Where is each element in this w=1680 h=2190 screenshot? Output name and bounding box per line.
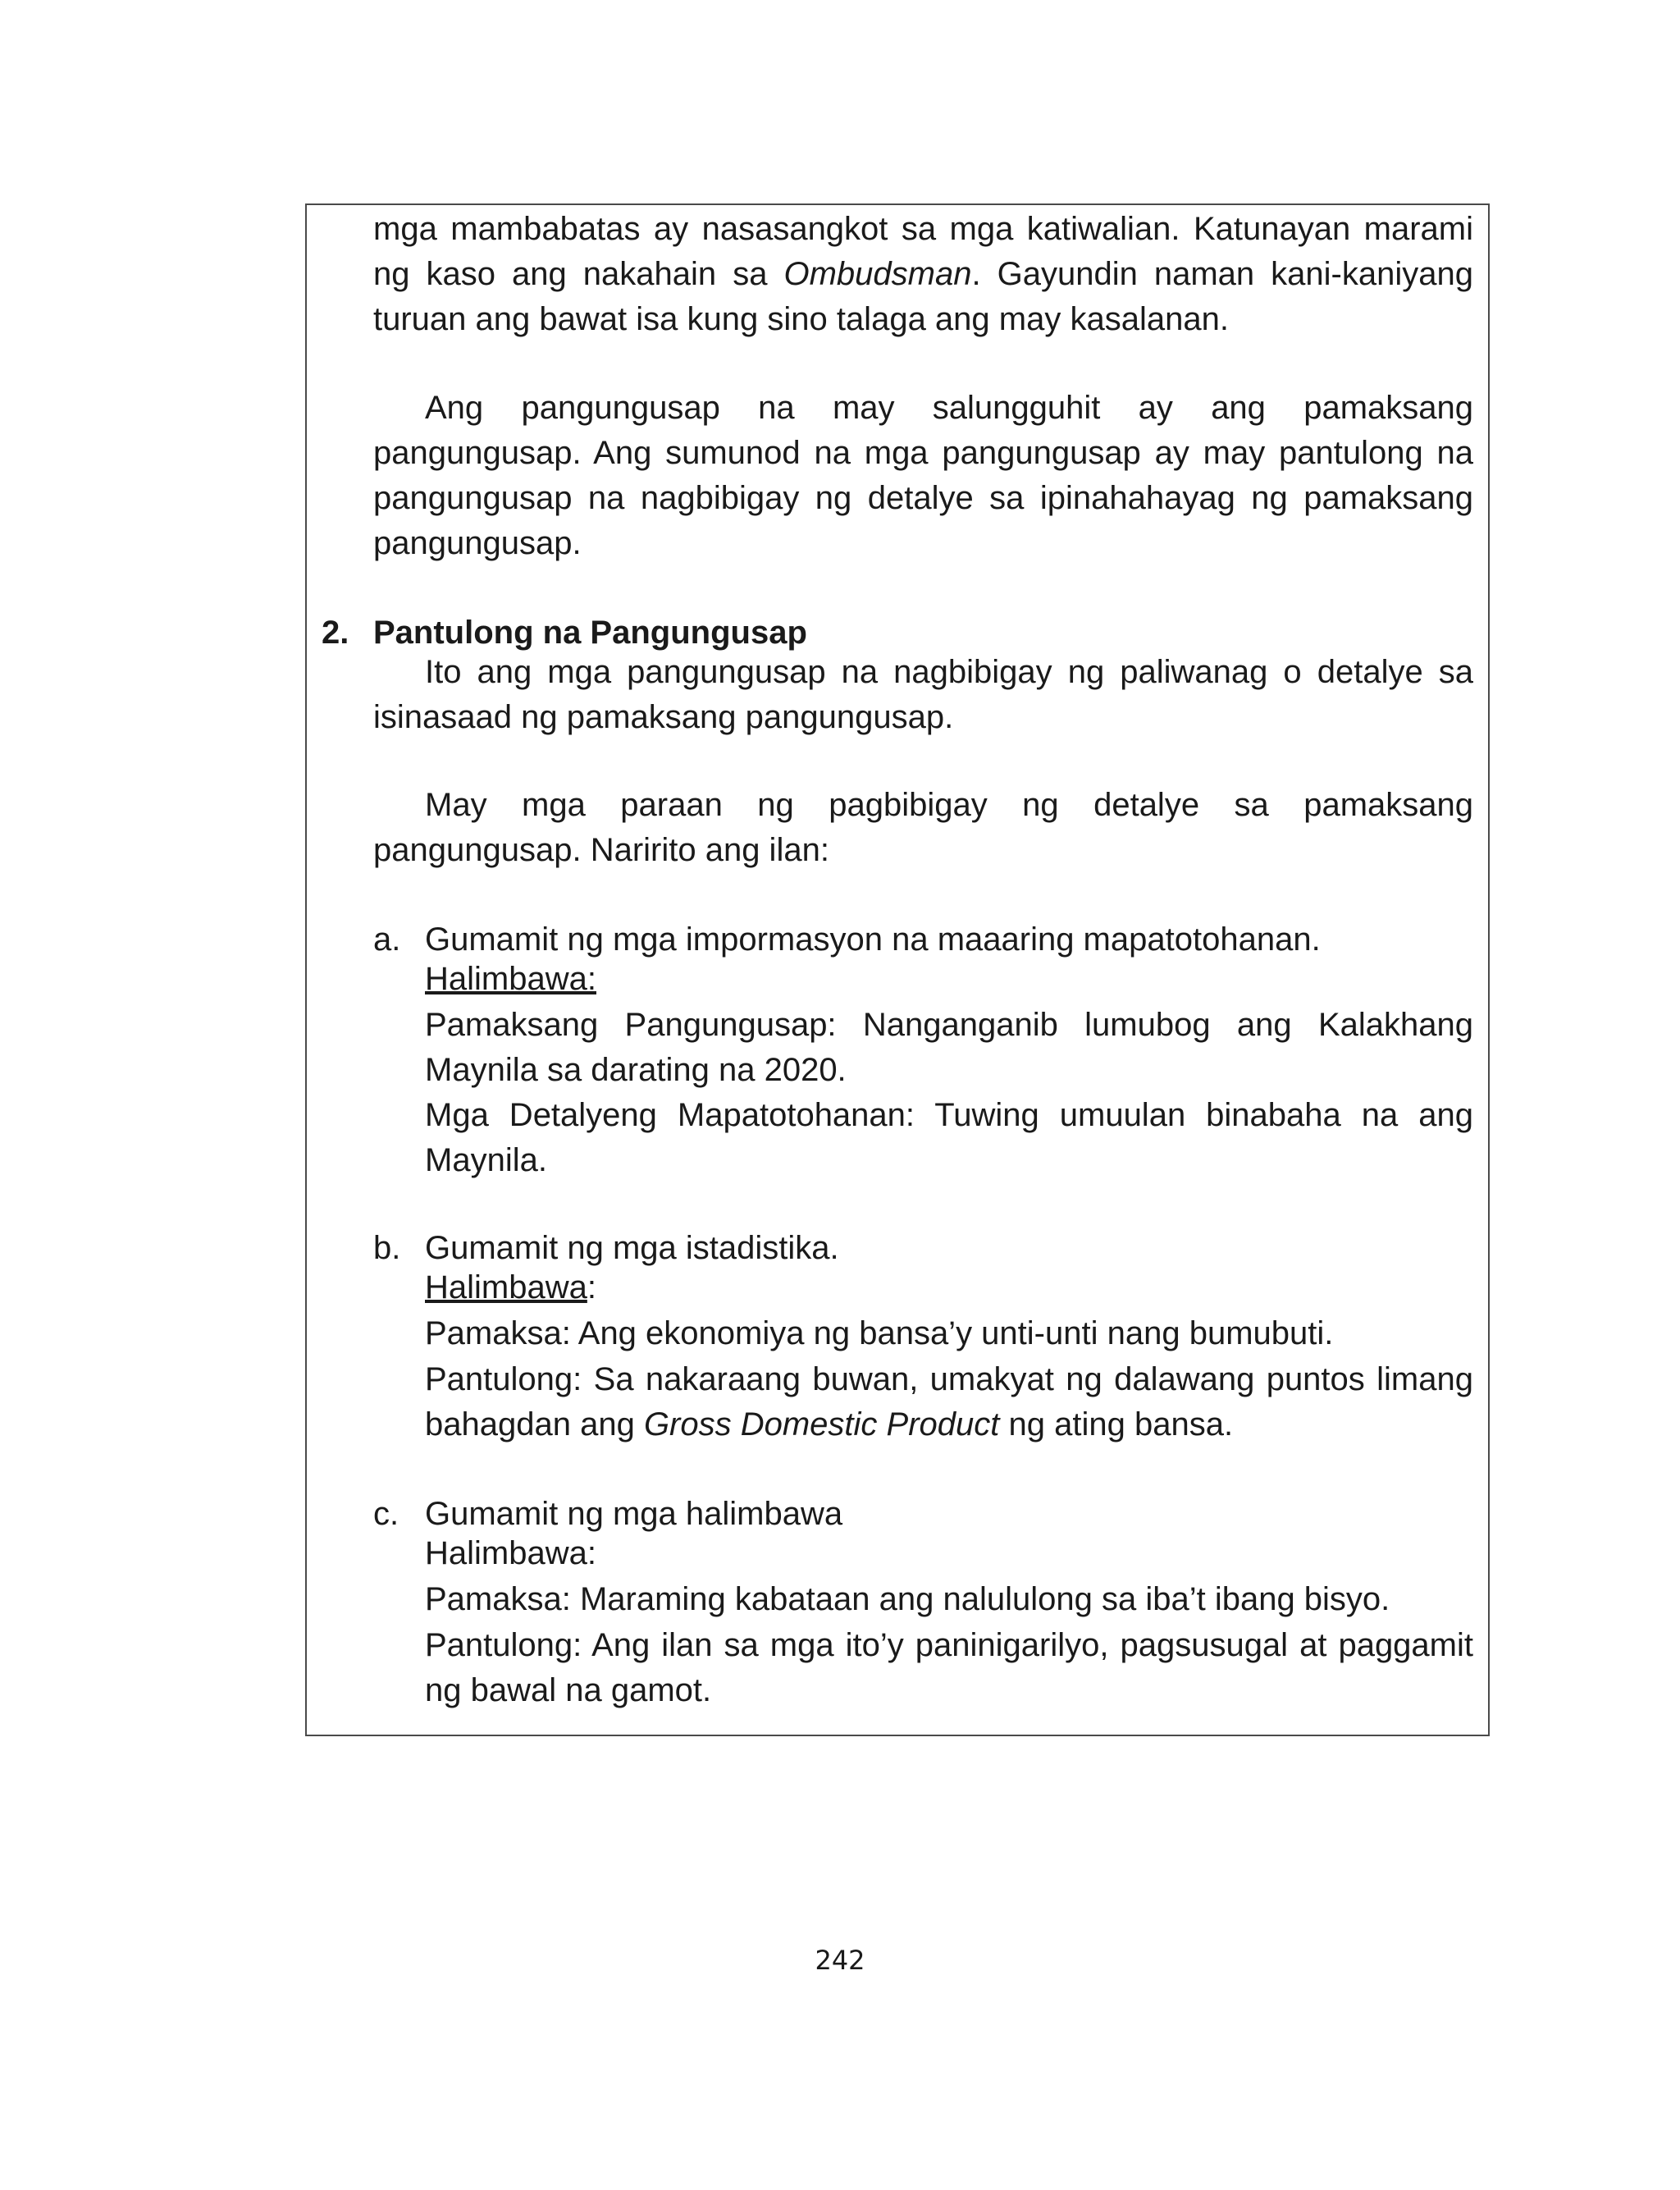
list-item-a-line2 xyxy=(305,1093,1490,1183)
example-line: Pamaksa: Maraming kabataan ang nalululong sa iba’t ibang bisyo. xyxy=(425,1581,1390,1617)
example-line: Pamaksang Pangungusap: Nanganganib lumubog ang Kalakhang Maynila sa darating na 2020. xyxy=(425,1007,1473,1088)
item-marker: b. xyxy=(373,1230,401,1266)
example-label-colon: : xyxy=(587,1269,596,1305)
list-item-a-line1 xyxy=(305,1003,1490,1093)
example-label: Halimbawa: xyxy=(425,961,596,997)
methods-intro xyxy=(305,783,1490,873)
example-line xyxy=(305,1357,1490,1447)
list-item-c xyxy=(305,1492,1490,1537)
example-label: Halimbawa xyxy=(425,1269,587,1305)
example-line: Mga Detalyeng Mapatotohanan: Tuwing umuulan binabaha na ang Maynila. xyxy=(425,1097,1473,1178)
list-item-b-line1 xyxy=(305,1311,1490,1356)
explanation-paragraph xyxy=(305,386,1490,566)
gdp-term: Gross Domestic Product xyxy=(643,1406,1000,1442)
example-label: Halimbawa: xyxy=(425,1535,596,1571)
line-text-b: ng ating bansa. xyxy=(999,1406,1234,1442)
item-marker: c. xyxy=(373,1496,399,1532)
list-item-b-example xyxy=(305,1265,1490,1310)
line-text-a: Pantulong: Sa nakaraang buwan, umakyat ng dalawang puntos limang bahagdan ang xyxy=(425,1361,1473,1442)
section-2-definition xyxy=(305,650,1490,740)
explanation-text: Ang pangungusap na may salungguhit ay ang pamaksang pangungusap. Ang sumunod na mga pangungusap ay may pantulong na pangungusap na nagbibigay ng detalye sa ipinahahayag ng pamaksang pangungusap. xyxy=(373,390,1473,561)
intro-text-b: . Gayundin naman kani-kaniyang turuan ang bawat isa kung sino talaga ang may kasalanan. xyxy=(373,256,1473,337)
list-item-b xyxy=(305,1226,1490,1271)
list-item-a xyxy=(305,917,1490,962)
example-line: Pamaksa: Ang ekonomiya ng bansa’y unti-unti nang bumubuti. xyxy=(425,1315,1334,1351)
list-item-c-example xyxy=(305,1531,1490,1576)
list-item-c-line2 xyxy=(305,1623,1490,1713)
methods-intro-text: May mga paraan ng pagbibigay ng detalye sa pamaksang pangungusap. Naririto ang ilan: xyxy=(373,787,1473,868)
intro-text-a: mga mambabatas ay nasasangkot sa mga katiwalian. Katunayan marami ng kaso ang nakahain sa xyxy=(373,211,1473,292)
definition-text: Ito ang mga pangungusap na nagbibigay ng paliwanag o detalye sa isinasaad ng pamaksang pangungusap. xyxy=(373,654,1473,735)
example-line: Pantulong: Ang ilan sa mga ito’y paninigarilyo, pagsusugal at paggamit ng bawal na gamot. xyxy=(425,1627,1473,1708)
list-item-b-line2 xyxy=(305,1357,1490,1447)
ombudsman-term: Ombudsman xyxy=(783,256,972,292)
intro-paragraph xyxy=(305,207,1490,342)
item-title: Gumamit ng mga halimbawa xyxy=(425,1496,843,1532)
list-item-c-line1 xyxy=(305,1577,1490,1622)
item-title: Gumamit ng mga istadistika. xyxy=(425,1230,839,1266)
item-marker: a. xyxy=(373,921,401,958)
page-number: 242 xyxy=(815,1945,865,1976)
list-item-a-example xyxy=(305,957,1490,1002)
section-heading: Pantulong na Pangungusap xyxy=(373,615,807,651)
section-2 xyxy=(305,610,1490,656)
section-number: 2. xyxy=(322,615,349,651)
item-title: Gumamit ng mga impormasyon na maaaring mapatotohanan. xyxy=(425,921,1321,958)
